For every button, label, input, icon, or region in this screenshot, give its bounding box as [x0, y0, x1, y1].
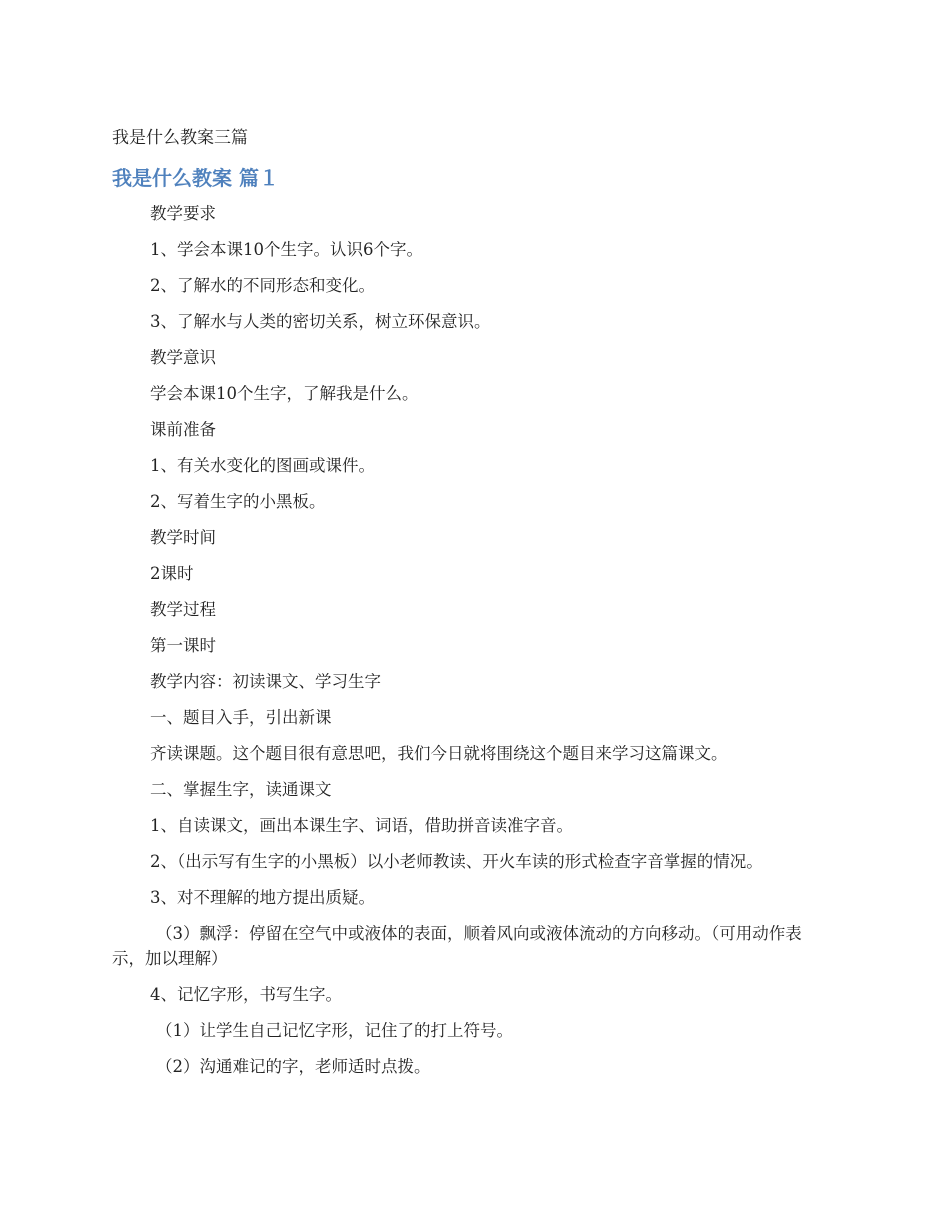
paragraph: 教学内容：初读课文、学习生字 — [150, 672, 381, 691]
paragraph: （1）让学生自己记忆字形，记住了的打上符号。 — [156, 1021, 513, 1040]
paragraph: 教学时间 — [150, 528, 216, 547]
paragraph: 齐读课题。这个题目很有意思吧，我们今日就将围绕这个题目来学习这篇课文。 — [150, 744, 728, 763]
paragraph: 4、记忆字形，书写生字。 — [150, 985, 342, 1004]
document-title: 我是什么教案三篇 — [112, 128, 248, 148]
paragraph: 二、掌握生字，读通课文 — [150, 780, 332, 799]
paragraph: 2、写着生字的小黑板。 — [150, 492, 326, 511]
paragraph: 1、自读课文，画出本课生字、词语，借助拼音读准字音。 — [150, 816, 573, 835]
paragraph: 2课时 — [150, 564, 194, 583]
document-body — [112, 201, 832, 1090]
paragraph: 2、（出示写有生字的小黑板）以小老师教读、开火车读的形式检查字音掌握的情况。 — [150, 852, 763, 871]
paragraph: 一、题目入手，引出新课 — [150, 708, 332, 727]
paragraph: 3、了解水与人类的密切关系，树立环保意识。 — [150, 312, 491, 331]
paragraph: （2）沟通难记的字，老师适时点拨。 — [156, 1057, 431, 1076]
paragraph: 2、了解水的不同形态和变化。 — [150, 276, 375, 295]
paragraph: 1、有关水变化的图画或课件。 — [150, 456, 375, 475]
section-heading: 我是什么教案 篇１ — [112, 166, 279, 190]
paragraph: 教学意识 — [150, 348, 216, 367]
paragraph: 课前准备 — [150, 420, 216, 439]
paragraph: 1、学会本课10个生字。认识6个字。 — [150, 240, 423, 259]
paragraph: 第一课时 — [150, 636, 216, 655]
paragraph: （3）飘浮：停留在空气中或液体的表面，顺着风向或液体流动的方向移动。（可用动作表示，加以理解） — [112, 924, 802, 968]
paragraph: 3、对不理解的地方提出质疑。 — [150, 888, 375, 907]
paragraph: 教学过程 — [150, 600, 216, 619]
paragraph: 教学要求 — [150, 204, 216, 223]
paragraph: 学会本课10个生字，了解我是什么。 — [150, 384, 419, 403]
